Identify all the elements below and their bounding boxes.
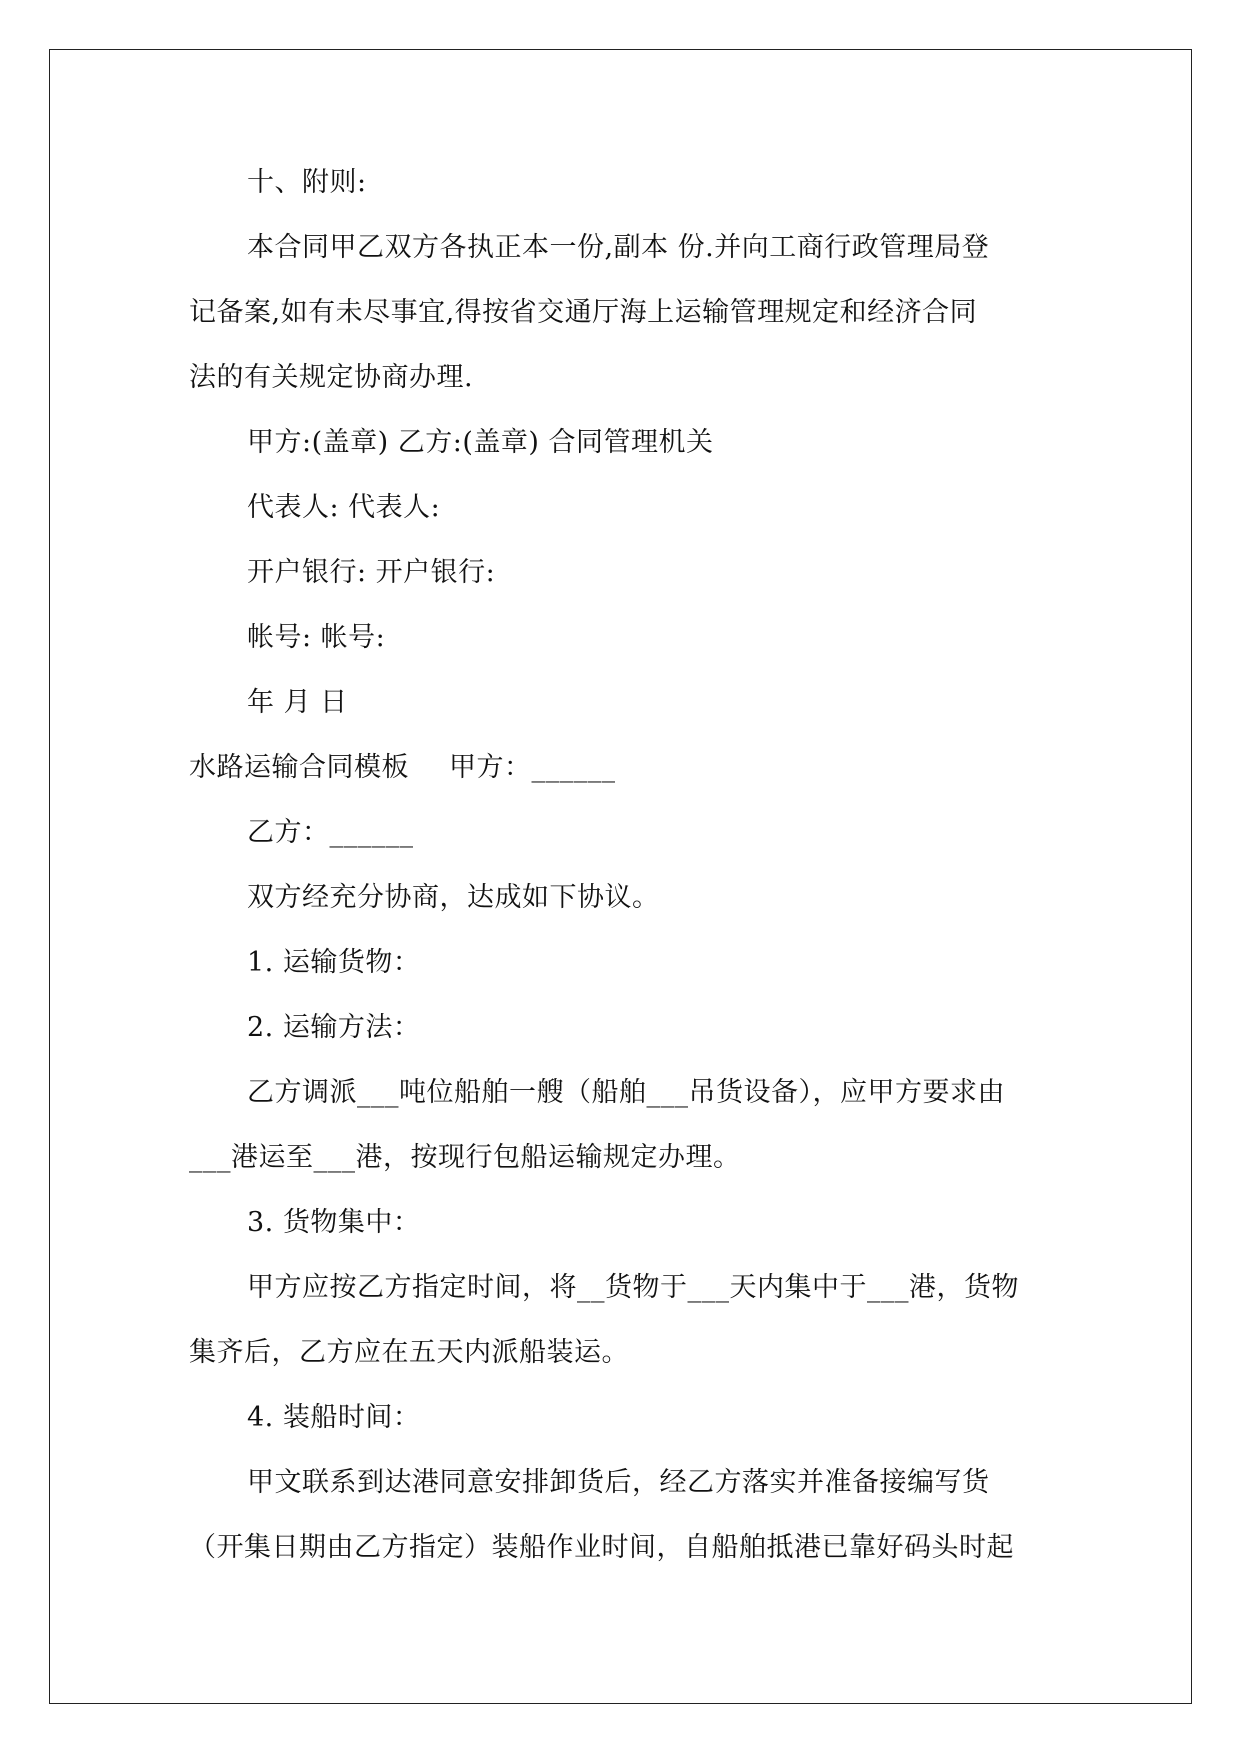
line-text: 帐号: 帐号: bbox=[247, 622, 386, 653]
contract-title-line bbox=[189, 735, 1059, 800]
text-line bbox=[189, 215, 1059, 280]
line-text: 3. 货物集中： bbox=[247, 1207, 421, 1238]
section-heading bbox=[189, 1385, 1059, 1450]
text-line bbox=[189, 865, 1059, 930]
line-text: 2. 运输方法： bbox=[247, 1012, 421, 1043]
line-text: 乙方：______ bbox=[247, 817, 414, 848]
text-line bbox=[189, 1255, 1059, 1320]
line-text: 本合同甲乙双方各执正本一份,副本 份.并向工商行政管理局登 bbox=[247, 232, 990, 263]
document-body bbox=[189, 150, 1059, 1580]
text-line bbox=[189, 1060, 1059, 1125]
text-line bbox=[189, 1125, 1059, 1190]
line-text: 甲方应按乙方指定时间，将__货物于___天内集中于___港，货物 bbox=[247, 1272, 1019, 1303]
line-text: 双方经充分协商，达成如下协议。 bbox=[247, 882, 660, 913]
text-line bbox=[189, 345, 1059, 410]
line-text: 十、附则: bbox=[247, 167, 367, 198]
text-line bbox=[189, 1515, 1059, 1580]
line-text: 代表人: 代表人: bbox=[247, 492, 441, 523]
section-heading bbox=[189, 930, 1059, 995]
line-text: ___港运至___港，按现行包船运输规定办理。 bbox=[189, 1142, 741, 1173]
line-text: 乙方调派___吨位船舶一艘（船舶___吊货设备），应甲方要求由 bbox=[247, 1077, 1005, 1108]
line-text: （开集日期由乙方指定）装船作业时间，自船舶抵港已靠好码头时起 bbox=[189, 1532, 1014, 1563]
line-text: 甲方:(盖章) 乙方:(盖章) 合同管理机关 bbox=[247, 427, 714, 458]
line-text: 法的有关规定协商办理. bbox=[189, 362, 474, 393]
account-line bbox=[189, 605, 1059, 670]
contract-title: 水路运输合同模板 bbox=[189, 752, 409, 783]
line-text: 甲文联系到达港同意安排卸货后，经乙方落实并准备接编写货 bbox=[247, 1467, 990, 1498]
party-b-line bbox=[189, 800, 1059, 865]
text-line bbox=[189, 1320, 1059, 1385]
line-text: 集齐后，乙方应在五天内派船装运。 bbox=[189, 1337, 629, 1368]
signature-parties-line bbox=[189, 410, 1059, 475]
section-heading bbox=[189, 1190, 1059, 1255]
bank-line bbox=[189, 540, 1059, 605]
text-line bbox=[189, 150, 1059, 215]
representative-line bbox=[189, 475, 1059, 540]
line-text: 记备案,如有未尽事宜,得按省交通厅海上运输管理规定和经济合同 bbox=[189, 297, 978, 328]
party-a-blank: 甲方：______ bbox=[449, 752, 616, 783]
text-line bbox=[189, 1450, 1059, 1515]
line-text: 开户银行: 开户银行: bbox=[247, 557, 496, 588]
text-line bbox=[189, 280, 1059, 345]
date-line bbox=[189, 670, 1059, 735]
line-text: 1. 运输货物： bbox=[247, 947, 421, 978]
section-heading bbox=[189, 995, 1059, 1060]
line-text: 4. 装船时间： bbox=[247, 1402, 421, 1433]
line-text: 年 月 日 bbox=[247, 687, 348, 718]
